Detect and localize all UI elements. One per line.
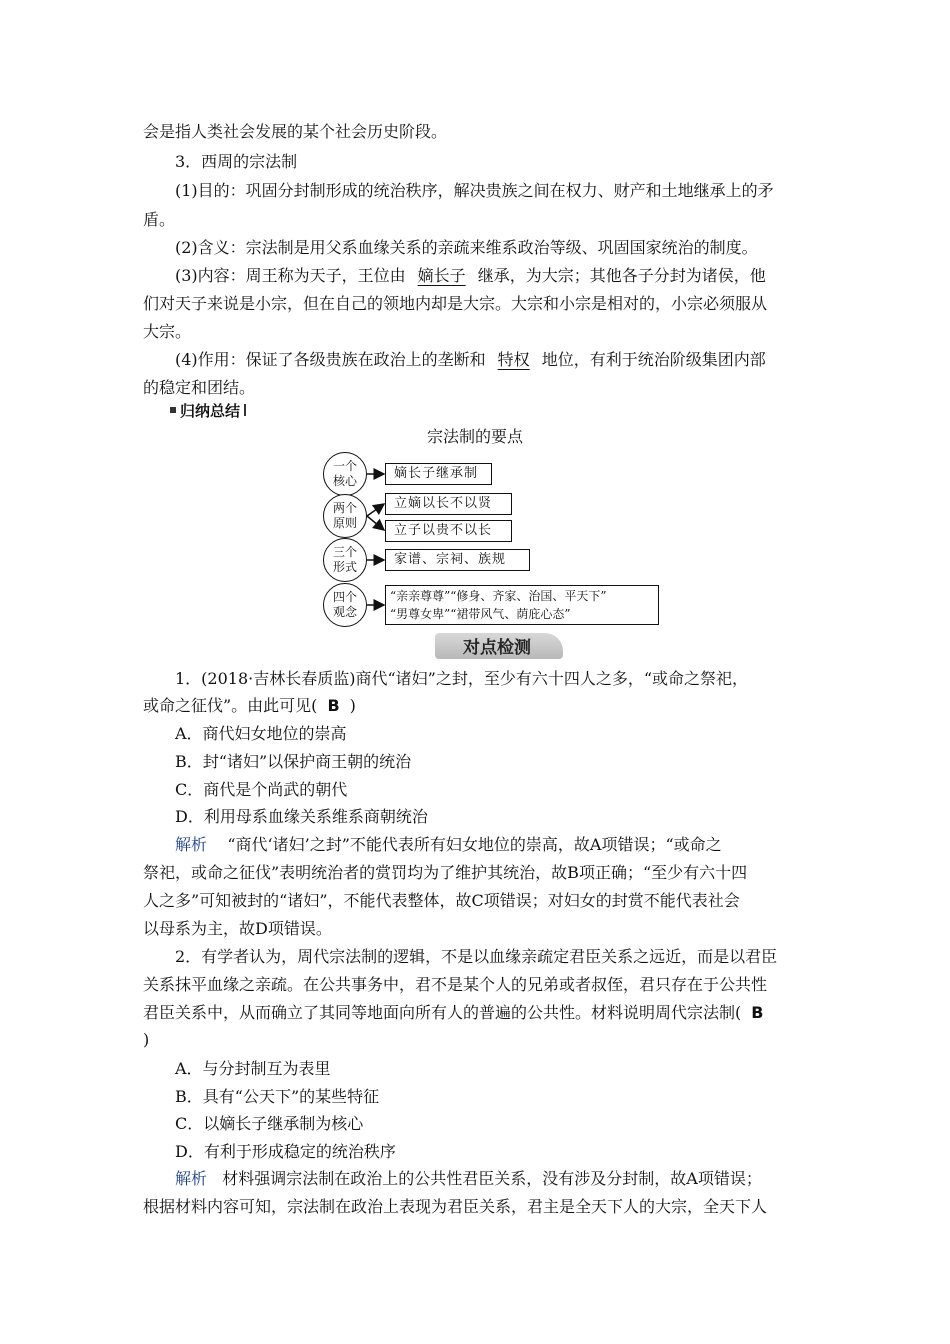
option-b: B．封“诸妇”以保护商王朝的统治 bbox=[175, 752, 412, 771]
diagram-box: 立子以贵不以长 bbox=[385, 520, 512, 542]
diagram-node-forms bbox=[323, 538, 367, 582]
answer-letter: B bbox=[751, 1003, 764, 1022]
fill-blank-answer: 特权 bbox=[497, 350, 530, 369]
node-text: 一个 bbox=[332, 459, 357, 473]
question-stem: 2．有学者认为，周代宗法制的逻辑，不是以血缘亲疏定君臣关系之远近，而是以君臣 bbox=[175, 947, 778, 966]
paragraph-line: 大宗。 bbox=[143, 322, 192, 341]
paragraph-line: (1)目的：巩固分封制形成的统治秩序，解决贵族之间在权力、财产和土地继承上的矛 bbox=[175, 181, 774, 200]
summary-label bbox=[170, 399, 246, 421]
question-stem bbox=[143, 999, 773, 1027]
node-text: 原则 bbox=[332, 516, 357, 530]
paragraph-line bbox=[175, 346, 766, 374]
answer-letter: B bbox=[327, 696, 340, 715]
diagram-node-core bbox=[323, 452, 367, 496]
diagram-box: 嫡长子继承制 bbox=[385, 463, 492, 485]
question-stem: 1．(2018·吉林长春质监)商代“诸妇”之封，至少有六十四人之多，“或命之祭祀， bbox=[175, 669, 749, 688]
explanation-line: 祭祀，或命之征伐”表明统治者的赏罚均为了维护其统治，故B项正确；“至少有六十四 bbox=[143, 863, 748, 882]
node-text: 三个 bbox=[332, 545, 357, 559]
option-c: C．以嫡长子继承制为核心 bbox=[175, 1114, 364, 1133]
paragraph-line: 的稳定和团结。 bbox=[143, 378, 256, 397]
option-b: B．具有“公天下”的某些特征 bbox=[175, 1087, 380, 1106]
section-heading: 3．西周的宗法制 bbox=[175, 152, 298, 171]
diagram-node-principles bbox=[323, 494, 367, 538]
text-run: 地位，有利于统治阶级集团内部 bbox=[541, 350, 766, 369]
explanation-line: 以母系为主，故D项错误。 bbox=[143, 919, 332, 938]
bullet-mark bbox=[170, 407, 176, 413]
section-banner: 对点检测 bbox=[463, 637, 531, 658]
node-text: 形式 bbox=[332, 560, 357, 574]
connector-arrow bbox=[367, 504, 384, 516]
text-run: ) bbox=[349, 696, 356, 715]
node-text: 四个 bbox=[332, 590, 357, 604]
paragraph-line: (2)含义：宗法制是用父系血缘关系的亲疏来维系政治等级、巩固国家统治的制度。 bbox=[175, 238, 758, 257]
diagram-box: 家谱、宗祠、族规 bbox=[385, 549, 530, 571]
diagram-box: 立嫡以长不以贤 bbox=[385, 493, 512, 515]
text-run: “商代‘诸妇’之封”不能代表所有妇女地位的崇高，故A项错误；“或命之 bbox=[227, 835, 722, 854]
text-run: (3)内容：周王称为天子，王位由 bbox=[175, 266, 406, 285]
paragraph-line: 们对天子来说是小宗，但在自己的领地内却是大宗。大宗和小宗是相对的，小宗必须服从 bbox=[143, 294, 768, 313]
diagram-node-concepts bbox=[323, 583, 367, 627]
text-run: (4)作用：保证了各级贵族在政治上的垄断和 bbox=[175, 350, 486, 369]
option-a: A．商代妇女地位的崇高 bbox=[175, 724, 347, 743]
text-run: 继承，为大宗；其他各子分封为诸侯，他 bbox=[477, 266, 766, 285]
text-run: 材料强调宗法制在政治上的公共性君臣关系，没有涉及分封制，故A项错误； bbox=[222, 1169, 762, 1188]
option-d: D．有利于形成稳定的统治秩序 bbox=[175, 1142, 396, 1161]
option-a: A．与分封制互为表里 bbox=[175, 1059, 331, 1078]
connector-arrow bbox=[367, 516, 384, 530]
explanation-line: 根据材料内容可知，宗法制在政治上表现为君臣关系，君主是全天下人的大宗，全天下人 bbox=[143, 1197, 768, 1216]
explanation-label: 解析 bbox=[175, 835, 208, 854]
explanation-line bbox=[175, 1165, 762, 1193]
paragraph-line: 会是指人类社会发展的某个社会历史阶段。 bbox=[143, 122, 448, 141]
text-run: 君臣关系中，从而确立了其同等地面向所有人的普遍的公共性。材料说明周代宗法制( bbox=[143, 1003, 742, 1022]
node-text: 两个 bbox=[332, 501, 357, 515]
paragraph-line: 盾。 bbox=[143, 210, 176, 229]
explanation-line: 人之多”可知被封的“诸妇”，不能代表整体，故C项错误；对妇女的封赏不能代表社会 bbox=[143, 891, 740, 910]
explanation-label: 解析 bbox=[175, 1169, 208, 1188]
paragraph-line bbox=[175, 262, 766, 290]
question-stem bbox=[143, 692, 356, 720]
fill-blank-answer: 嫡长子 bbox=[417, 266, 466, 285]
option-c: C．商代是个尚武的朝代 bbox=[175, 780, 348, 799]
question-stem: ) bbox=[143, 1030, 150, 1049]
node-text: 核心 bbox=[332, 474, 357, 488]
text-run: 或命之征伐”。由此可见( bbox=[143, 696, 318, 715]
diagram-box-concepts bbox=[385, 585, 659, 625]
summary-label-text: 归纳总结 bbox=[180, 401, 241, 420]
diagram-title: 宗法制的要点 bbox=[426, 427, 523, 446]
option-d: D．利用母系血缘关系维系商朝统治 bbox=[175, 807, 428, 826]
explanation-line bbox=[175, 831, 722, 859]
box-text-line: “亲亲尊尊”“修身、齐家、治国、平天下” bbox=[390, 589, 607, 603]
question-stem: 关系抹平血缘之亲疏。在公共事务中，君不是某个人的兄弟或者叔侄，君只存在于公共性 bbox=[143, 975, 768, 994]
bar-end-mark bbox=[244, 404, 246, 416]
box-text-line: “男尊女卑”“裙带风气、荫庇心态” bbox=[390, 607, 571, 621]
node-text: 观念 bbox=[332, 605, 357, 619]
